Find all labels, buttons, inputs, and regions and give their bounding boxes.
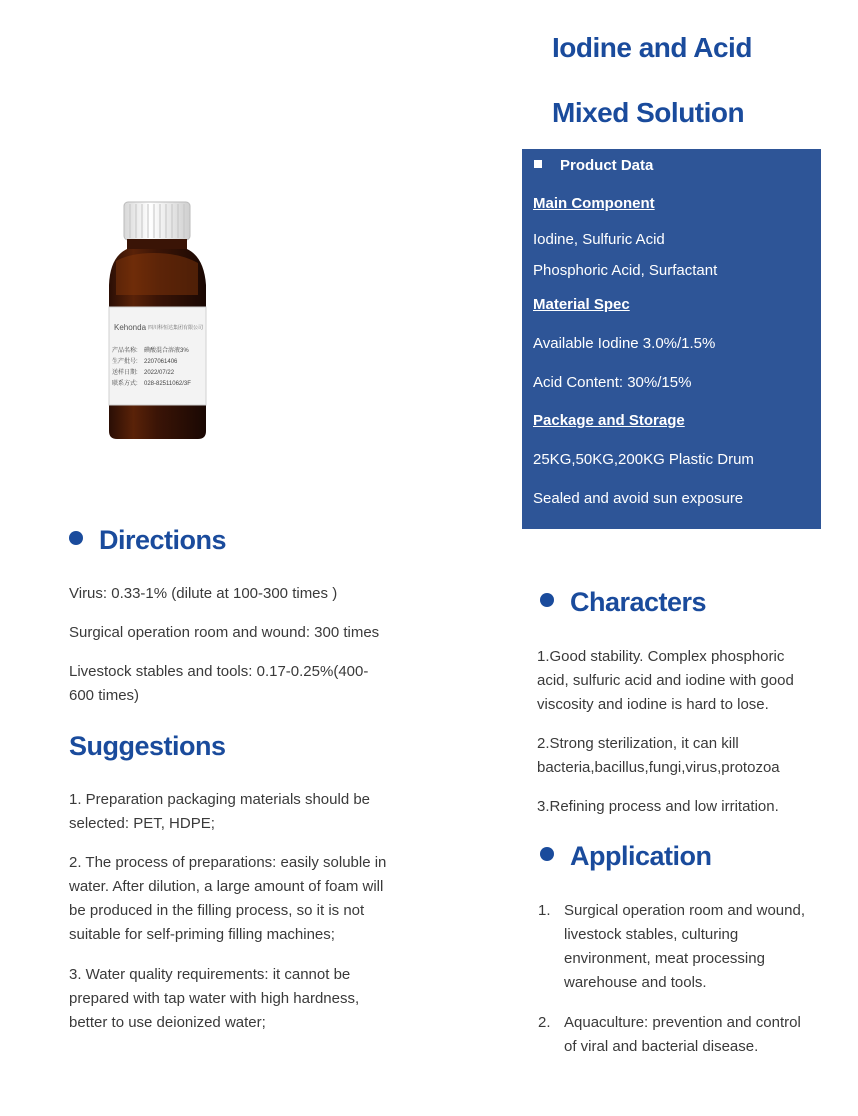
characters-item: 1.Good stability. Complex phosphoric acid, sulfuric acid and iodine with good viscosity and iodine is hard to lose. xyxy=(537,648,794,713)
package-storage-line: Sealed and avoid sun exposure xyxy=(533,490,744,507)
directions-item: Livestock stables and tools: 0.17-0.25%(400-600 times) xyxy=(69,663,369,704)
page-title-line-1: Iodine and Acid xyxy=(552,32,752,63)
characters-item: 2.Strong sterilization, it can kill bacteria,bacillus,fungi,virus,protozoa xyxy=(537,735,780,776)
suggestions-item: 3. Water quality requirements: it cannot be prepared with tap water with high hardness, better to use deionized water; xyxy=(69,966,360,1031)
directions-item: Surgical operation room and wound: 300 times xyxy=(69,624,380,641)
suggestions-item: 2. The process of preparations: easily soluble in water. After dilution, a large amount of foam will be produced in the filling process, so it is not suitable for self-priming filling machines; xyxy=(69,854,387,943)
product-bottle-image xyxy=(100,195,220,445)
suggestions-item: 1. Preparation packaging materials should be selected: PET, HDPE; xyxy=(69,791,371,832)
package-storage-heading: Package and Storage xyxy=(533,412,685,429)
package-storage-line: 25KG,50KG,200KG Plastic Drum xyxy=(533,451,754,468)
application-item-number: 2. xyxy=(538,1014,551,1031)
bottle-label-brand: Kehonda xyxy=(114,323,147,332)
product-data-header: Product Data xyxy=(534,157,653,174)
bullet-dot-icon xyxy=(540,593,554,607)
bullet-dot-icon xyxy=(69,531,83,545)
square-bullet-icon xyxy=(534,160,542,168)
directions-heading: Directions xyxy=(69,525,226,556)
suggestions-heading: Suggestions xyxy=(69,731,226,761)
application-item-number: 1. xyxy=(538,902,551,919)
bottle-label-company: 四川科恒达集团有限公司 xyxy=(148,325,204,331)
bottle-label-keys: 产品名称: 生产批号: 送样日期: 联系方式: xyxy=(112,348,138,387)
material-spec-line: Acid Content: 30%/15% xyxy=(533,374,692,391)
bullet-dot-icon xyxy=(540,847,554,861)
product-data-panel xyxy=(522,149,821,529)
directions-item: Virus: 0.33-1% (dilute at 100-300 times ) xyxy=(69,585,338,602)
bottle-label-values: 碘酸混合溶液3% 2207061406 2022/07/22 028-82511062/3F xyxy=(144,348,191,387)
main-component-line: Iodine, Sulfuric Acid xyxy=(533,231,665,248)
main-component-line: Phosphoric Acid, Surfactant xyxy=(533,262,718,279)
material-spec-heading: Material Spec xyxy=(533,296,630,313)
main-component-heading: Main Component xyxy=(533,195,655,212)
application-item: Surgical operation room and wound, livestock stables, culturing environment, meat processing warehouse and tools. xyxy=(564,902,805,991)
characters-item: 3.Refining process and low irritation. xyxy=(537,798,779,815)
application-heading: Application xyxy=(540,841,712,872)
application-item: Aquaculture: prevention and control of viral and bacterial disease. xyxy=(564,1014,801,1055)
page-title-line-2: Mixed Solution xyxy=(552,97,745,128)
characters-heading: Characters xyxy=(540,587,706,618)
material-spec-line: Available Iodine 3.0%/1.5% xyxy=(533,335,716,352)
